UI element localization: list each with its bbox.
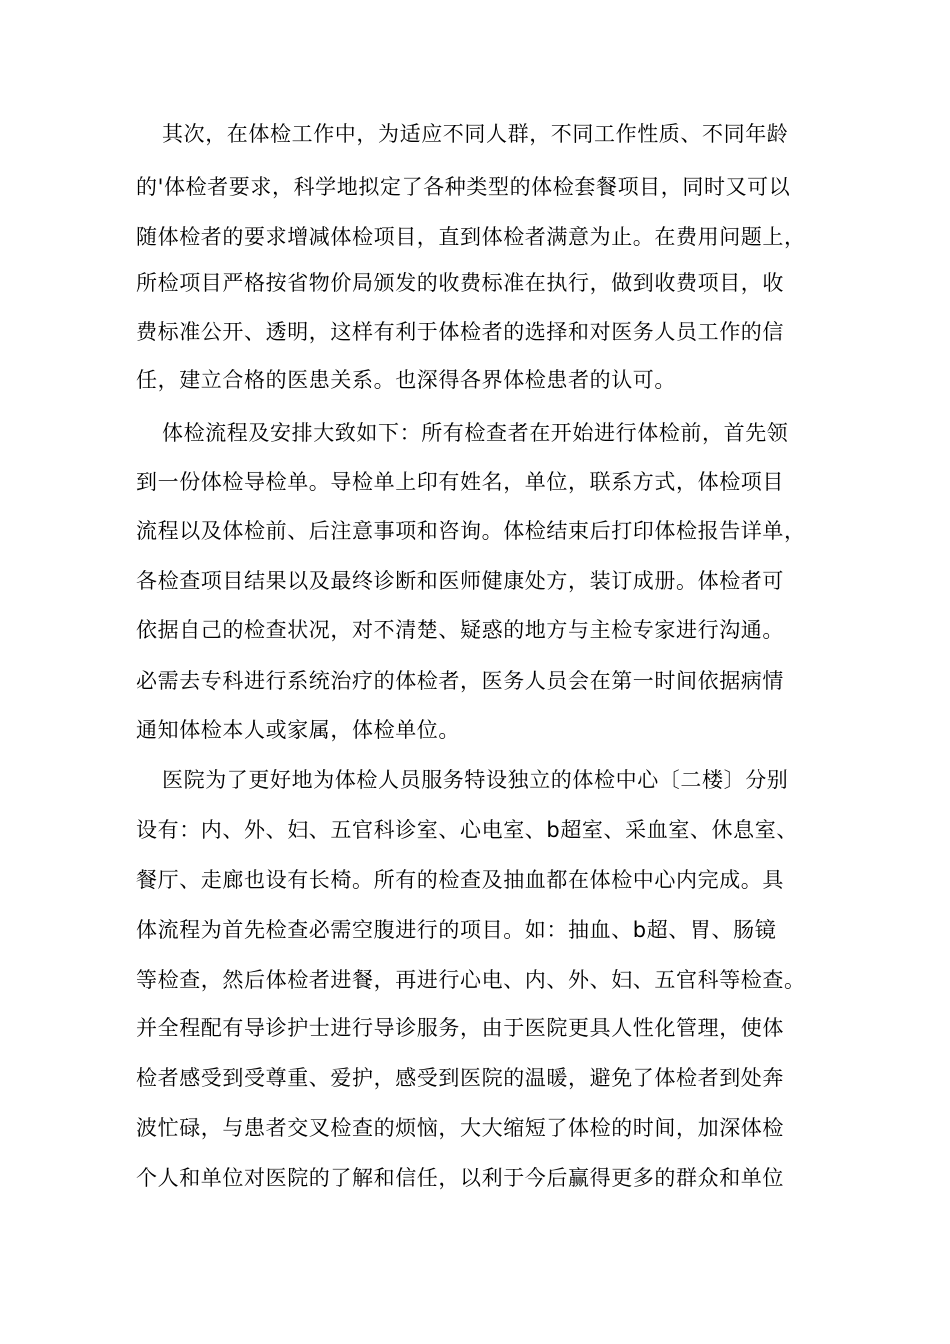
paragraph-1-line-4: 所检项目严格按省物价局颁发的收费标准在执行，做到收费项目，收 xyxy=(136,271,784,295)
paragraph-3-line-5: 等检查，然后体检者进餐，再进行心电、内、外、妇、五官科等检查。 xyxy=(136,968,806,992)
paragraph-3-line-4: 体流程为首先检查必需空腹进行的项目。如：抽血、b超、胃、肠镜 xyxy=(136,918,777,942)
paragraph-3-line-9: 个人和单位对医院的了解和信任，以利于今后赢得更多的群众和单位 xyxy=(136,1166,784,1190)
paragraph-2-line-7: 通知体检本人或家属，体检单位。 xyxy=(136,718,460,742)
paragraph-3-line-2: 设有：内、外、妇、五官科诊室、心电室、b超室、采血室、休息室、 xyxy=(136,818,798,842)
paragraph-1-line-1: 其次，在体检工作中，为适应不同人群，不同工作性质、不同年龄 xyxy=(162,122,789,146)
paragraph-2-line-2: 到一份体检导检单。导检单上印有姓名，单位，联系方式，体检项目 xyxy=(136,470,784,494)
paragraph-2-line-6: 必需去专科进行系统治疗的体检者，医务人员会在第一时间依据病情 xyxy=(136,669,784,693)
paragraph-1-line-6: 任，建立合格的医患关系。也深得各界体检患者的认可。 xyxy=(136,368,676,392)
paragraph-2-line-5: 依据自己的检查状况，对不清楚、疑惑的地方与主检专家进行沟通。 xyxy=(136,618,784,642)
paragraph-3-line-6: 并全程配有导诊护士进行导诊服务，由于医院更具人性化管理，使体 xyxy=(136,1016,784,1040)
paragraph-1-line-5: 费标准公开、透明，这样有利于体检者的选择和对医务人员工作的信 xyxy=(136,320,784,344)
paragraph-1-line-2: 的'体检者要求，科学地拟定了各种类型的体检套餐项目，同时又可以 xyxy=(136,175,791,199)
paragraph-2-line-1: 体检流程及安排大致如下：所有检查者在开始进行体检前，首先领 xyxy=(162,421,789,445)
paragraph-3-line-1: 医院为了更好地为体检人员服务特设独立的体检中心〔二楼〕分别 xyxy=(162,768,789,792)
paragraph-3-line-8: 波忙碌，与患者交叉检查的烦恼，大大缩短了体检的时间，加深体检 xyxy=(136,1116,784,1140)
paragraph-2-line-3: 流程以及体检前、后注意事项和咨询。体检结束后打印体检报告详单， xyxy=(136,519,806,543)
paragraph-1-line-3: 随体检者的要求增减体检项目，直到体检者满意为止。在费用问题上， xyxy=(136,225,806,249)
paragraph-3-line-3: 餐厅、走廊也设有长椅。所有的检查及抽血都在体检中心内完成。具 xyxy=(136,868,784,892)
paragraph-3-line-7: 检者感受到受尊重、爱护，感受到医院的温暖，避免了体检者到处奔 xyxy=(136,1066,784,1090)
paragraph-2-line-4: 各检查项目结果以及最终诊断和医师健康处方，装订成册。体检者可 xyxy=(136,569,784,593)
